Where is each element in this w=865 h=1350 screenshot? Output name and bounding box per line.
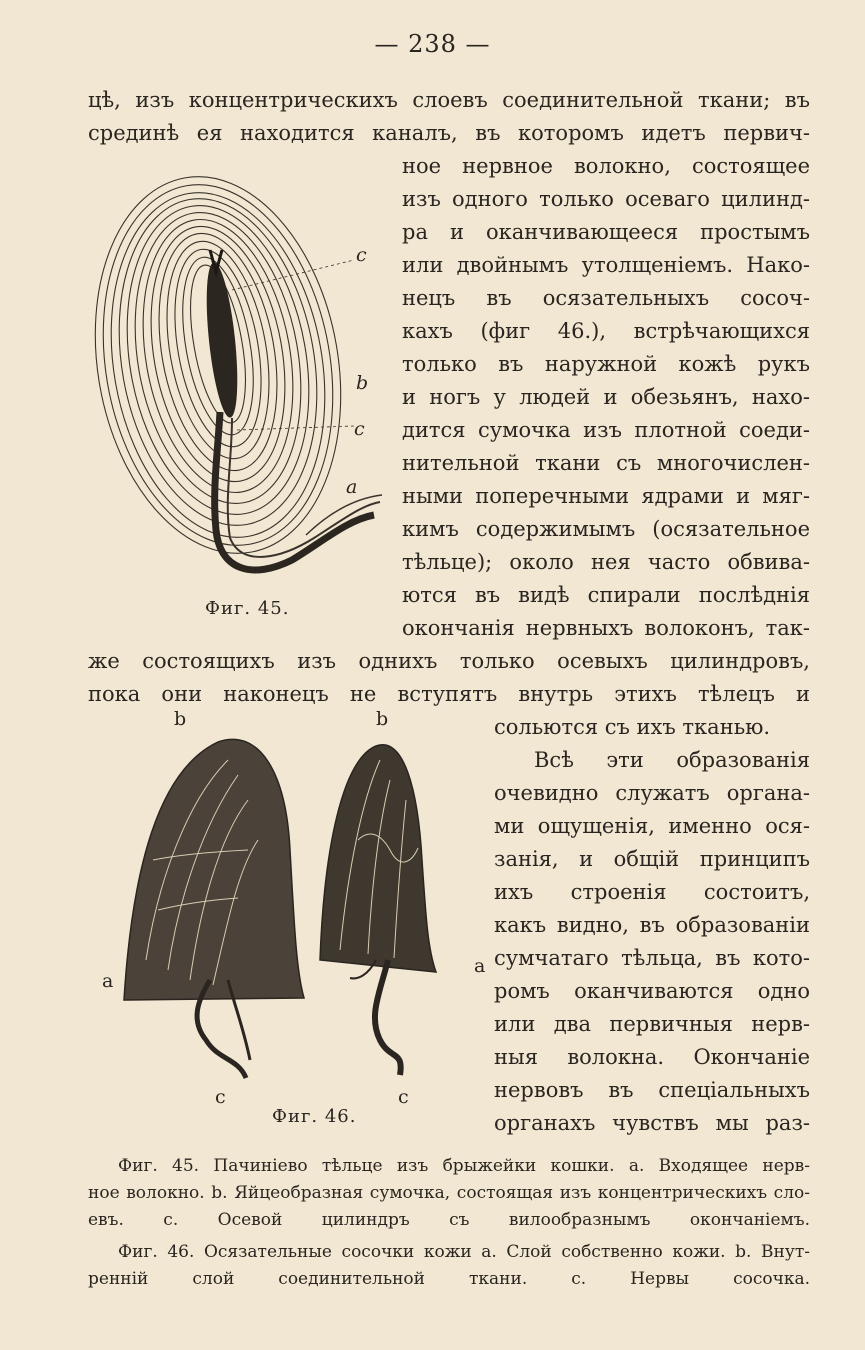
body-line: же состоящихъ изъ однихъ только осевыхъ цилиндровъ, [88,649,810,673]
body-line: ными поперечными ядрами и мяг- [402,484,810,508]
fig46-label-c-left: c [215,1086,226,1108]
body-line: нительной ткани съ многочислен- [402,451,810,475]
fig45-label-b: b [356,372,369,394]
body-line: дится сумочка изъ плотной соеди- [402,418,810,442]
body-line: ра и оканчивающееся простымъ [402,220,810,244]
footnote-45-line: Фиг. 45. Пачиніево тѣльце изъ брыжейки кошки. а. Входящее нерв- [118,1156,810,1176]
fig46-label-b-left: b [174,708,187,730]
body-line: изъ одного только осеваго цилинд- [402,187,810,211]
fig46-label-a-right: a [474,955,486,977]
body-line: какъ видно, въ образованіи [494,913,810,937]
body-line: или два первичныя нерв- [494,1012,810,1036]
body-line: и ногъ у людей и обезьянъ, нахо- [402,385,810,409]
footnote-45-line: ное волокно. b. Яйцеобразная сумочка, состоящая изъ концентрическихъ сло- [88,1183,810,1203]
fig46-label-b-right: b [376,708,389,730]
fig45-label-c: c [356,244,367,266]
body-line: сольются съ ихъ тканью. [494,715,771,739]
footnote-45-line: евъ. с. Осевой цилиндръ съ вилообразнымъ окончаніемъ. [88,1210,810,1230]
figure-46-illustration [118,730,486,1080]
fig46-label-c-right: c [398,1086,409,1108]
body-line: нервовъ въ спеціальныхъ [494,1078,810,1102]
body-line: сумчатаго тѣльца, въ кото- [494,946,810,970]
body-line: кахъ (фиг 46.), встрѣчающихся [402,319,810,343]
body-line: очевидно служатъ органа- [494,781,810,805]
body-line: нецъ въ осязательныхъ сосоч- [402,286,810,310]
footnote-46-line: ренній слой соединительной ткани. с. Нервы сосочка. [88,1269,810,1289]
body-line: тѣльце); около нея часто обвива- [402,550,810,574]
fig45-label-c: c [354,418,365,440]
body-line: пока они наконецъ не вступятъ внутрь этихъ тѣлецъ и [88,682,810,706]
body-line: ихъ строенія состоитъ, [494,880,810,904]
body-line: ныя волокна. Окончаніе [494,1045,810,1069]
figure-46-caption: Фиг. 46. [272,1106,357,1127]
body-line: окончанія нервныхъ волоконъ, так- [402,616,810,640]
body-line: ромъ оканчиваются одно [494,979,810,1003]
fig46-label-a-left: a [102,970,114,992]
body-line: только въ наружной кожѣ рукъ [402,352,810,376]
body-line: ются въ видѣ спирали послѣднія [402,583,810,607]
body-line: ми ощущенія, именно ося- [494,814,810,838]
body-line: Всѣ эти образованія [534,748,810,772]
figure-45-illustration [92,150,392,605]
body-line: занія, и общій принципъ [494,847,810,871]
footnote-46-line: Фиг. 46. Осязательные сосочки кожи а. Слой собственно кожи. b. Внут- [118,1242,810,1262]
figure-45-caption: Фиг. 45. [205,598,290,619]
body-line: цѣ, изъ концентрическихъ слоевъ соединительной ткани; въ [88,88,810,112]
fig45-label-a: a [346,476,358,498]
body-line: срединѣ ея находится каналъ, въ которомъ идетъ первич- [88,121,810,145]
body-line: кимъ содержимымъ (осязательное [402,517,810,541]
page-number: — 238 — [374,30,491,58]
body-line: или двойнымъ утолщеніемъ. Нако- [402,253,810,277]
body-line: ное нервное волокно, состоящее [402,154,810,178]
body-line: органахъ чувствъ мы раз- [494,1111,810,1135]
